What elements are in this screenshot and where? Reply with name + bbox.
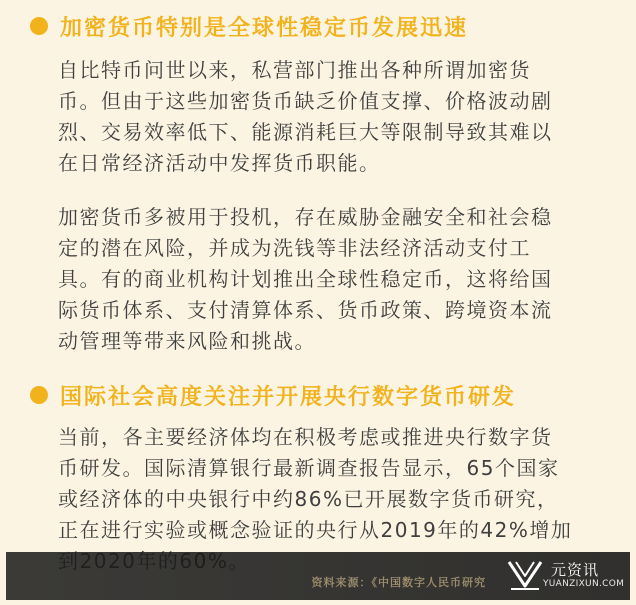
brand-domain: YUANZIXUN.COM bbox=[543, 579, 625, 589]
paragraph bbox=[58, 202, 598, 357]
section-title: 加密货币特别是全球性稳定币发展迅速 bbox=[60, 15, 469, 41]
paragraph-line: 动管理等带来风险和挑战。 bbox=[58, 329, 316, 353]
paragraph-line: 烈、交易效率低下、能源消耗巨大等限制导致其难以 bbox=[58, 120, 553, 144]
paragraph-line: 当前，各主要经济体均在积极考虑或推进央行数字货 bbox=[58, 425, 553, 449]
paragraph-line: 定的潜在风险，并成为洗钱等非法经济活动支付工 bbox=[58, 236, 531, 260]
paragraph-line: 或经济体的中央银行中约86%已开展数字货币研究， bbox=[58, 487, 559, 511]
paragraph-line: 具。有的商业机构计划推出全球性稳定币，这将给国 bbox=[58, 267, 553, 291]
paragraph bbox=[58, 55, 598, 179]
paragraph-line: 加密货币多被用于投机，存在威胁金融安全和社会稳 bbox=[58, 205, 553, 229]
brand-watermark bbox=[505, 556, 625, 596]
brand-logo-icon bbox=[505, 558, 545, 594]
bullet-dot-icon bbox=[30, 17, 48, 35]
brand-name: 元资讯 bbox=[551, 561, 600, 579]
paragraph-line: 币研发。国际清算银行最新调查报告显示，65个国家 bbox=[58, 456, 560, 480]
section-2-header bbox=[30, 379, 516, 411]
paragraph-line: 际货币体系、支付清算体系、货币政策、跨境资本流 bbox=[58, 298, 553, 322]
paragraph-line: 自比特币问世以来，私营部门推出各种所谓加密货 bbox=[58, 58, 531, 82]
paragraph-line: 正在进行实验或概念验证的央行从2019年的42%增加 bbox=[58, 518, 573, 542]
paragraph-line: 币。但由于这些加密货币缺乏价值支撑、价格波动剧 bbox=[58, 89, 553, 113]
section-1-header bbox=[30, 10, 468, 42]
source-caption: 资料来源：《中国数字人民币研究 bbox=[311, 576, 486, 589]
paragraph-line: 在日常经济活动中发挥货币职能。 bbox=[58, 151, 381, 175]
section-title: 国际社会高度关注并开展央行数字货币研发 bbox=[60, 384, 517, 410]
bullet-dot-icon bbox=[30, 386, 48, 404]
